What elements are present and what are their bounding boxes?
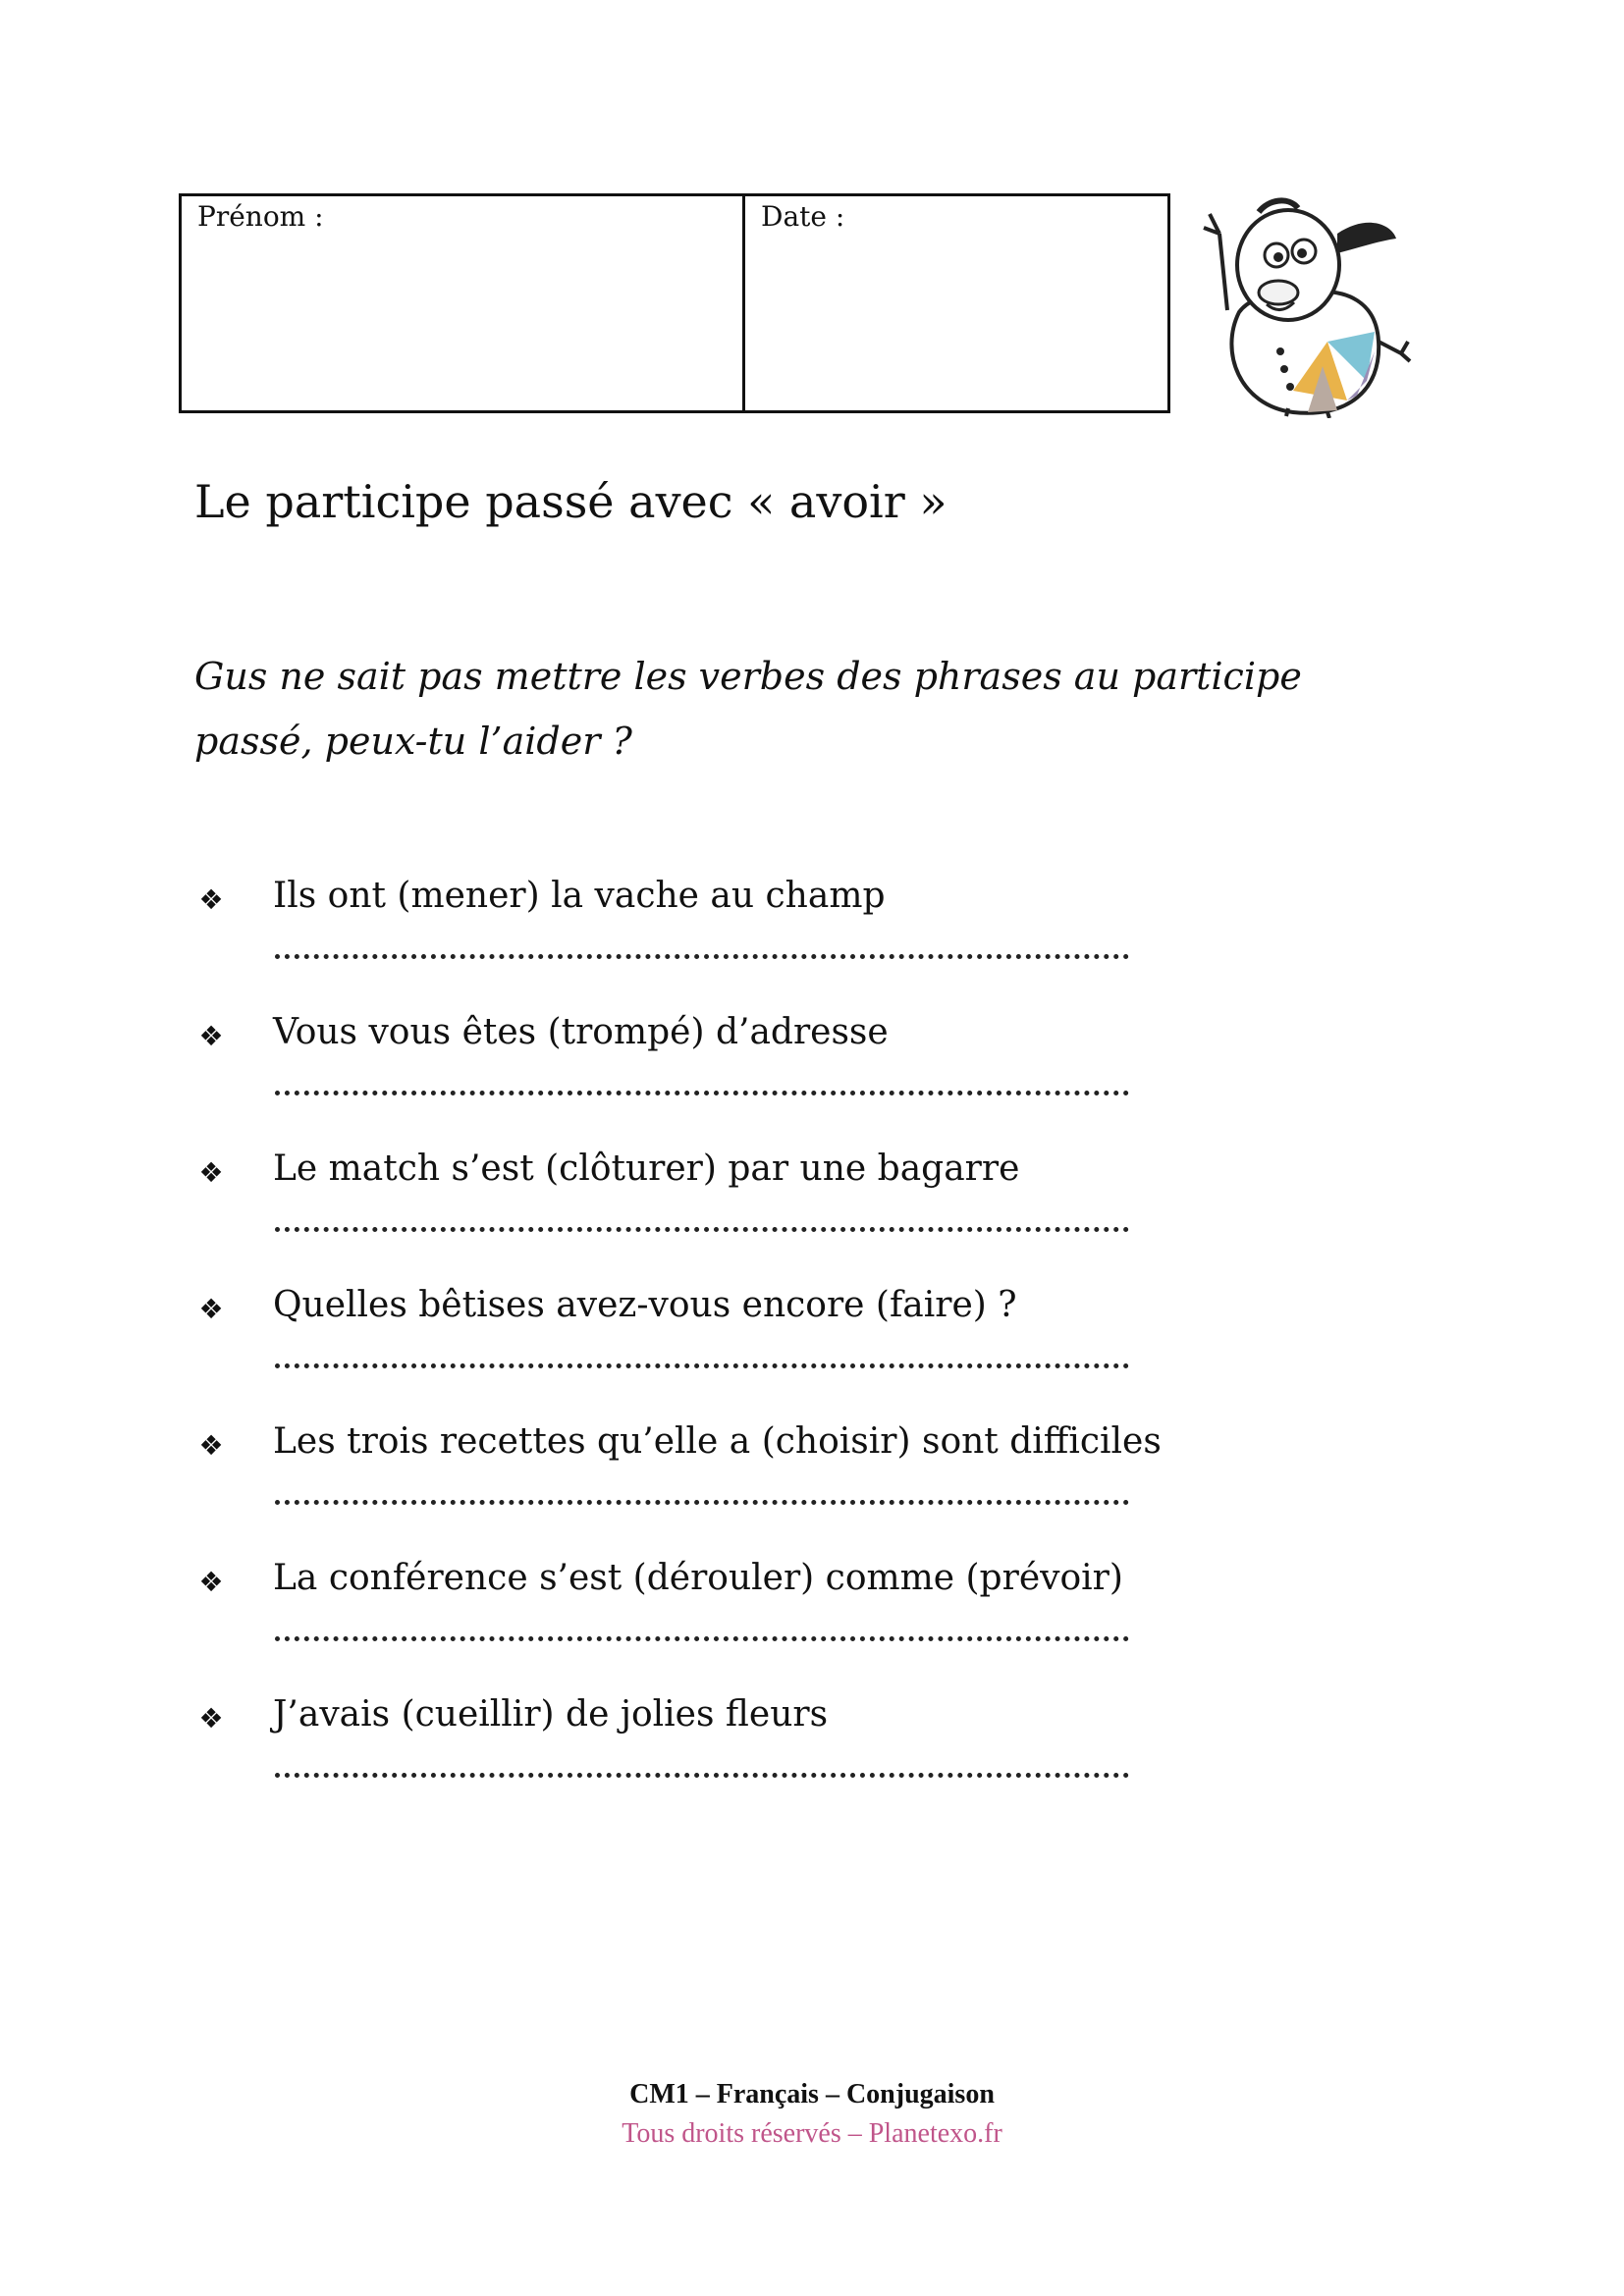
exercise-sentence: La conférence s’est (dérouler) comme (prévoir) (273, 1558, 1123, 1598)
first-name-cell[interactable] (182, 196, 745, 410)
answer-dotted-line[interactable] (275, 1344, 1129, 1368)
diamond-flower-icon: ❖ (198, 1156, 224, 1189)
diamond-flower-icon: ❖ (198, 883, 224, 916)
exercise-item (194, 1558, 1432, 1702)
exercise-sentence: Quelles bêtises avez-vous encore (faire) ? (273, 1285, 1017, 1325)
exercise-sentence: J’avais (cueillir) de jolies fleurs (273, 1694, 829, 1735)
exercise-item (194, 1285, 1432, 1429)
exercise-item (194, 1148, 1432, 1293)
exercise-list (194, 876, 1432, 1839)
exercise-item (194, 1421, 1432, 1566)
footer-rights: Tous droits réservés – Planetexo.fr (622, 2118, 1002, 2149)
exercise-sentence: Ils ont (mener) la vache au champ (273, 876, 886, 916)
exercise-sentence: Vous vous êtes (trompé) d’adresse (273, 1012, 889, 1052)
diamond-flower-icon: ❖ (198, 1429, 224, 1462)
name-date-table (179, 193, 1170, 413)
answer-dotted-line[interactable] (275, 1617, 1129, 1641)
exercise-sentence: Le match s’est (clôturer) par une bagarre (273, 1148, 1020, 1189)
worksheet-title: Le participe passé avec « avoir » (194, 475, 947, 528)
exercise-item (194, 876, 1432, 1020)
instruction-text: Gus ne sait pas mettre les verbes des phrases au participe passé, peux-tu l’aider ? (194, 655, 1302, 763)
footer-subject: CM1 – Français – Conjugaison (629, 2079, 995, 2109)
answer-dotted-line[interactable] (275, 1480, 1129, 1505)
exercise-item (194, 1012, 1432, 1156)
diamond-flower-icon: ❖ (198, 1293, 224, 1325)
answer-dotted-line[interactable] (275, 1071, 1129, 1095)
date-cell[interactable] (745, 196, 1167, 410)
diamond-flower-icon: ❖ (198, 1702, 224, 1735)
answer-dotted-line[interactable] (275, 1207, 1129, 1232)
diamond-flower-icon: ❖ (198, 1566, 224, 1598)
diamond-flower-icon: ❖ (198, 1020, 224, 1052)
answer-dotted-line[interactable] (275, 1753, 1129, 1778)
first-name-label: Prénom : (197, 200, 324, 233)
exercise-sentence: Les trois recettes qu’elle a (choisir) sont difficiles (273, 1421, 1162, 1462)
date-label: Date : (761, 200, 845, 233)
exercise-item (194, 1694, 1432, 1839)
sheep-mascot-icon (1200, 194, 1414, 418)
answer-dotted-line[interactable] (275, 934, 1129, 959)
